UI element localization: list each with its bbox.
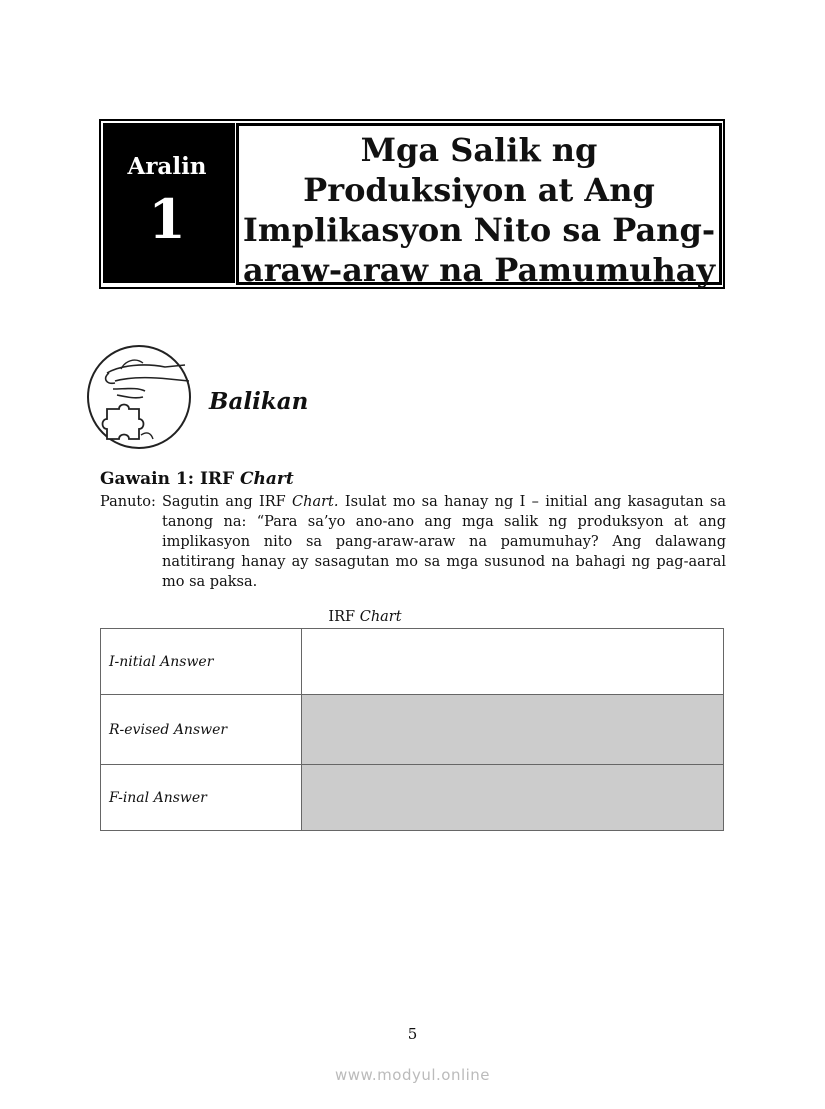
lesson-title-line: Produksiyon at Ang — [303, 171, 655, 209]
page-number: 5 — [407, 1025, 418, 1043]
instruction-label: Panuto: — [100, 494, 156, 510]
initial-answer-cell[interactable] — [302, 629, 724, 695]
instruction-block — [100, 492, 726, 592]
instruction-part2: Isulat mo sa hanay ng I – initial ang kasagutan sa tanong na: “Para sa’yo ano-ano ang mga salik ng produksyon at ang implikasyon nito sa pang-araw-araw na pamumuhay? Ang dalawang natitirang hanay ay sasagutan mo sa mga susunod na bahagi ng pag-aaral mo sa paksa. — [162, 494, 726, 590]
lesson-title-line: araw-araw na Pamumuhay — [242, 251, 716, 289]
watermark: www.modyul.online — [334, 1066, 491, 1084]
instruction-part1: Sagutin ang IRF — [162, 494, 293, 510]
irf-chart-table — [100, 628, 724, 831]
section-title: Balikan — [209, 388, 309, 415]
row-label: F-inal Answer — [101, 765, 302, 831]
row-label: R-evised Answer — [101, 695, 302, 765]
chart-caption-italic: Chart — [359, 609, 402, 625]
chart-caption — [300, 609, 430, 625]
lesson-title-frame — [236, 123, 722, 289]
lesson-number-block — [103, 123, 235, 283]
lesson-label: Aralin — [127, 153, 207, 180]
table-row — [101, 765, 724, 831]
revised-answer-cell[interactable] — [302, 695, 724, 765]
final-answer-cell[interactable] — [302, 765, 724, 831]
chart-caption-prefix: IRF — [328, 609, 360, 625]
lesson-title — [239, 130, 719, 290]
activity-title-italic: Chart — [240, 469, 294, 489]
lesson-title-line: Implikasyon Nito sa Pang- — [242, 211, 716, 249]
table-row — [101, 695, 724, 765]
lesson-number: 1 — [148, 187, 186, 251]
activity-title-prefix: Gawain 1: IRF — [100, 469, 241, 489]
instruction-text — [162, 492, 726, 592]
lesson-title-line: Mga Salik ng — [360, 131, 598, 169]
instruction-italic: Chart. — [292, 494, 339, 510]
activity-title — [100, 469, 294, 489]
row-label: I-nitial Answer — [101, 629, 302, 695]
puzzle-hand-icon — [85, 343, 195, 451]
table-row — [101, 629, 724, 695]
